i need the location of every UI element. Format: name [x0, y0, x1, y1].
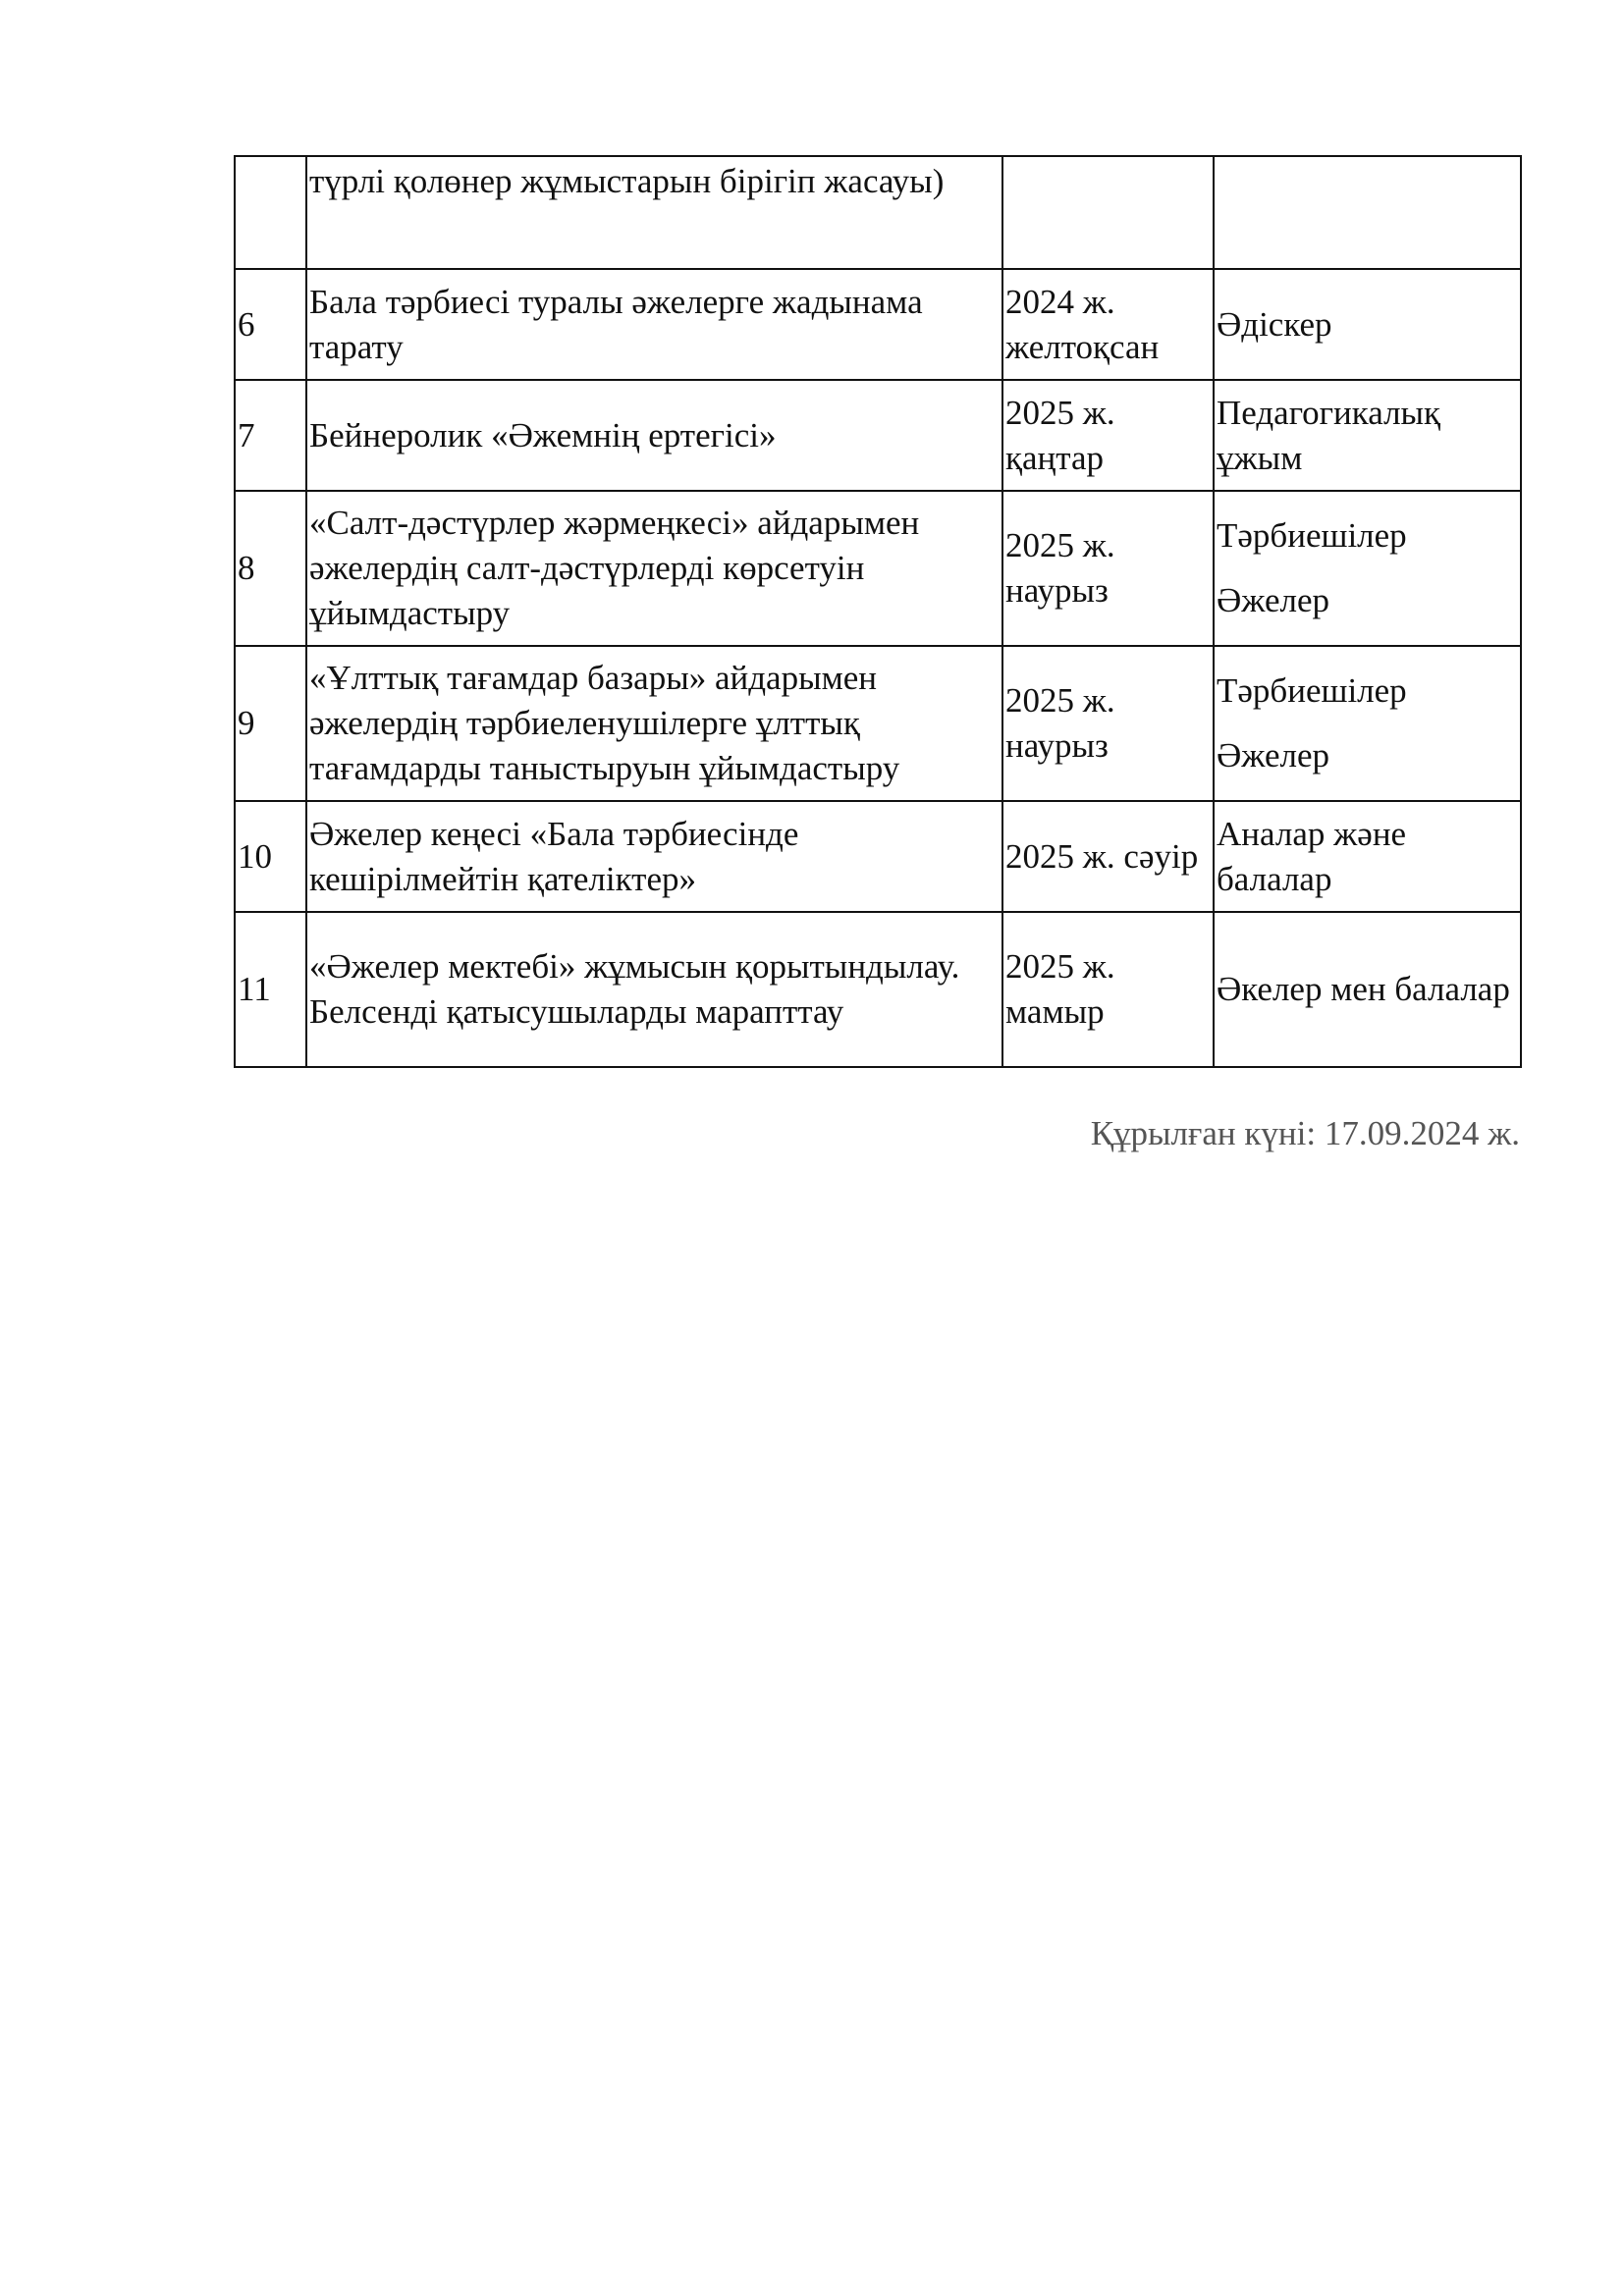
table-row — [235, 646, 1521, 801]
row-number: 11 — [235, 912, 306, 1067]
event-date — [1002, 156, 1214, 269]
row-number — [235, 156, 306, 269]
row-number: 9 — [235, 646, 306, 801]
responsible-party: Әдіскер — [1214, 269, 1521, 380]
table-row — [235, 156, 1521, 269]
table-row — [235, 380, 1521, 491]
row-number: 7 — [235, 380, 306, 491]
event-description: «Салт-дәстүрлер жәрмеңкесі» айдарымен әжелердің салт-дәстүрлерді көрсетуін ұйымдастыру — [306, 491, 1002, 646]
responsible-party — [1214, 646, 1521, 801]
responsible-party: Педагогикалық ұжым — [1214, 380, 1521, 491]
event-description: түрлі қолөнер жұмыстарын бірігіп жасауы) — [306, 156, 1002, 269]
event-description: Бала тәрбиесі туралы әжелерге жадынама тарату — [306, 269, 1002, 380]
event-description: Әжелер кеңесі «Бала тәрбиесінде кешірілмейтін қателіктер» — [306, 801, 1002, 912]
event-date: 2025 ж. қаңтар — [1002, 380, 1214, 491]
event-date: 2024 ж. желтоқсан — [1002, 269, 1214, 380]
row-number: 6 — [235, 269, 306, 380]
table-row — [235, 912, 1521, 1067]
responsible-party: Аналар және балалар — [1214, 801, 1521, 912]
table-row — [235, 491, 1521, 646]
responsible-party — [1214, 156, 1521, 269]
event-date: 2025 ж. сәуір — [1002, 801, 1214, 912]
row-number: 10 — [235, 801, 306, 912]
responsible-line: Әжелер — [1217, 581, 1330, 619]
responsible-party: Әкелер мен балалар — [1214, 912, 1521, 1067]
responsible-party — [1214, 491, 1521, 646]
table-row — [235, 269, 1521, 380]
event-date: 2025 ж. наурыз — [1002, 491, 1214, 646]
event-plan-table — [234, 155, 1522, 1068]
event-date: 2025 ж. наурыз — [1002, 646, 1214, 801]
event-description: «Ұлттық тағамдар базары» айдарымен әжелердің тәрбиеленушілерге ұлттық тағамдарды таныстыруын ұйымдастыру — [306, 646, 1002, 801]
responsible-line: Әжелер — [1217, 736, 1330, 774]
responsible-line: Тәрбиешілер — [1217, 671, 1407, 710]
event-description: «Әжелер мектебі» жұмысын қорытындылау. Белсенді қатысушыларды марапттау — [306, 912, 1002, 1067]
row-number: 8 — [235, 491, 306, 646]
event-description: Бейнеролик «Әжемнің ертегісі» — [306, 380, 1002, 491]
created-date: Құрылған күні: 17.09.2024 ж. — [1090, 1114, 1520, 1152]
table-row — [235, 801, 1521, 912]
event-date: 2025 ж. мамыр — [1002, 912, 1214, 1067]
responsible-line: Тәрбиешілер — [1217, 516, 1407, 555]
